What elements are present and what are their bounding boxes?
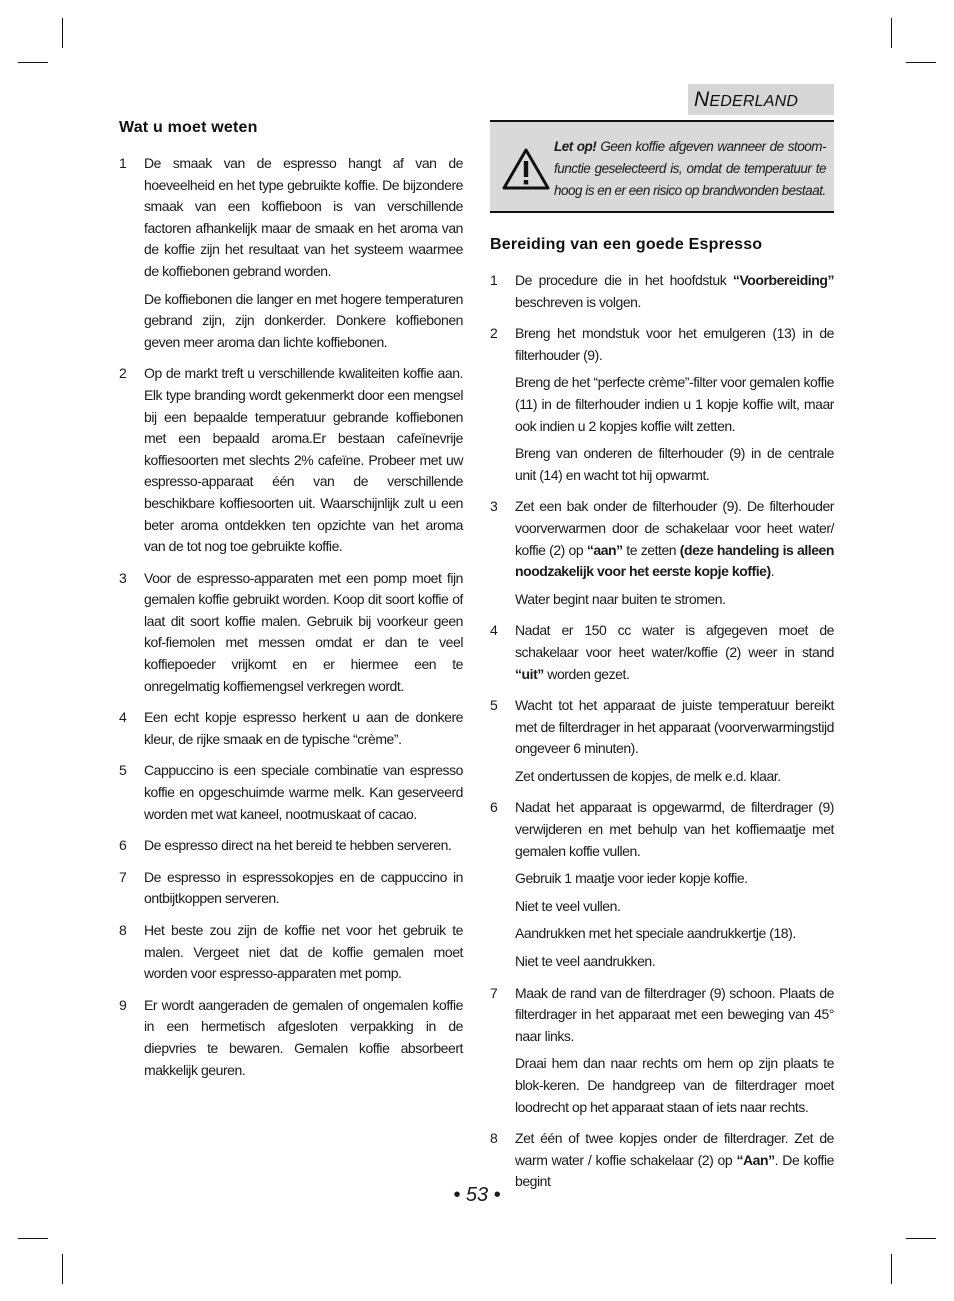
item-paragraph: Maak de rand van de filterdrager (9) schoon. Plaats de filterdrager in het apparaat met een beweging van 45° naar links. [515, 984, 834, 1044]
list-item [490, 496, 834, 610]
warning-lead: Let op! [554, 139, 597, 154]
item-paragraph: Zet ondertussen de kopjes, de melk e.d. klaar. [515, 767, 781, 784]
item-paragraph: Wacht tot het apparaat de juiste temperatuur bereikt met de filterdrager in het apparaat (voorverwarmingstijd ongeveer 6 minuten). [515, 697, 834, 757]
item-paragraph: Aandrukken met het speciale aandrukkertje (18). [515, 925, 796, 942]
item-paragraph: Het beste zou zijn de koffie net voor het gebruik te malen. Vergeet niet dat de koffie gemalen moet worden voor espresso-apparaten met pomp. [144, 922, 463, 982]
warning-triangle-icon [502, 148, 550, 190]
list-item [119, 363, 463, 557]
item-paragraph: Nadat er 150 cc water is afgegeven moet de schakelaar voor heet water/koffie (2) weer in stand “uit” worden gezet. [515, 622, 834, 682]
list-item [119, 920, 463, 985]
item-number: 4 [119, 709, 127, 726]
item-paragraph: Zet één of twee kopjes onder de filterdrager. Zet de warm water / koffie schakelaar (2) op “Aan”. De koffie begint [515, 1130, 834, 1190]
item-number: 7 [490, 984, 498, 1001]
item-number: 5 [490, 697, 498, 714]
language-initial: N [694, 88, 710, 111]
crop-mark [906, 1238, 936, 1239]
item-paragraph: Water begint naar buiten te stromen. [515, 590, 726, 607]
what-to-know-list [119, 153, 463, 1081]
crop-mark [891, 1254, 892, 1284]
language-rest: EDERLAND [709, 93, 799, 110]
list-item [119, 835, 463, 857]
list-item [119, 707, 463, 750]
item-paragraph: De smaak van de espresso hangt af van de hoeveelheid en het type gebruikte koffie. De bijzondere smaak van een koffieboon is van verschillende factoren afhankelijk maar de smaak en het aroma van de koffie zijn het resultaat van het systeem waarmee de koffiebonen gebrand worden. [144, 155, 463, 279]
item-number: 6 [490, 799, 498, 816]
list-item [119, 867, 463, 910]
item-paragraph: Breng de het “perfecte crème”-filter voor gemalen koffie (11) in de filterhouder indien u 1 kopje koffie wilt, maar ook indien u 2 kopjes koffie wilt zetten. [515, 374, 834, 434]
item-paragraph: Een echt kopje espresso herkent u aan de donkere kleur, de rijke smaak en de typische “crème”. [144, 709, 463, 747]
list-item [119, 568, 463, 698]
item-paragraph: Zet een bak onder de filterhouder (9). De filterhouder voorverwarmen door de schakelaar voor heet water/ koffie (2) op “aan” te zetten (deze handeling is alleen noodzakelijk voor het eerste kopje koffie). [515, 498, 834, 580]
crop-mark [906, 62, 936, 63]
item-paragraph: De espresso direct na het bereid te hebben serveren. [144, 837, 452, 854]
section-heading-espresso: Bereiding van een goede Espresso [490, 236, 763, 253]
section-heading-what-to-know: Wat u moet weten [119, 119, 258, 136]
item-paragraph: De koffiebonen die langer en met hogere temperaturen gebrand zijn, zijn donkerder. Donkere koffiebonen geven meer aroma dan lichte koffiebonen. [144, 290, 463, 350]
page-number: • 53 • [453, 1184, 501, 1206]
item-paragraph: De espresso in espressokopjes en de cappuccino in ontbijtkoppen serveren. [144, 868, 463, 907]
item-paragraph: Breng het mondstuk voor het emulgeren (13) in de filterhouder (9). [515, 325, 834, 363]
crop-mark [891, 18, 892, 48]
crop-mark [62, 18, 63, 48]
list-item [490, 270, 834, 313]
item-paragraph: Breng van onderen de filterhouder (9) in de centrale unit (14) en wacht tot hij opwarmt. [515, 445, 834, 483]
item-number: 6 [119, 837, 127, 854]
list-item [119, 153, 463, 353]
item-number: 9 [119, 996, 127, 1013]
item-paragraph: Gebruik 1 maatje voor ieder kopje koffie. [515, 870, 748, 887]
item-number: 8 [119, 922, 127, 938]
item-paragraph: Niet te veel aandrukken. [515, 953, 656, 970]
item-number: 1 [119, 155, 127, 171]
item-paragraph: Draai hem dan naar rechts om hem op zijn plaats te blok-keren. De handgreep van de filterdrager moet loodrecht op het apparaat staan of iets naar rechts. [515, 1055, 834, 1115]
list-item [490, 620, 834, 685]
item-paragraph: Niet te veel vullen. [515, 897, 621, 914]
right-column [490, 118, 834, 1203]
item-number: 2 [119, 365, 127, 382]
item-number: 7 [119, 868, 127, 885]
item-number: 8 [490, 1130, 498, 1147]
list-item [490, 695, 834, 787]
list-item [119, 995, 463, 1081]
item-paragraph: Nadat het apparaat is opgewarmd, de filterdrager (9) verwijderen en met behulp van het koffiemaatje met gemalen koffie vullen. [515, 799, 834, 859]
item-paragraph: Cappuccino is een speciale combinatie van espresso koffie en opgeschuimde warme melk. Kan geserveerd worden met wat kaneel, nootmuskaat of cacao. [144, 762, 463, 822]
espresso-steps-list [490, 270, 834, 1193]
warning-body: Geen koffie afgeven wanneer de stoom-functie geselecteerd is, omdat de temperatuur te hoog is en er een risico op brandwonden bestaat. [554, 139, 826, 198]
warning-text [554, 136, 826, 202]
item-paragraph: De procedure die in het hoofdstuk “Voorbereiding” beschreven is volgen. [515, 272, 834, 310]
language-tab [688, 84, 834, 115]
item-number: 3 [490, 498, 498, 515]
list-item [490, 323, 834, 486]
list-item [490, 797, 834, 972]
item-number: 5 [119, 762, 127, 779]
crop-mark [62, 1254, 63, 1284]
item-number: 3 [119, 569, 127, 586]
item-paragraph: Er wordt aangeraden de gemalen of ongemalen koffie in een hermetisch afgesloten verpakking in de diepvries te bewaren. Gemalen koffie absorbeert makkelijk geuren. [144, 996, 463, 1078]
item-paragraph: Voor de espresso-apparaten met een pomp moet fijn gemalen koffie gebruikt worden. Koop dit soort koffie of laat dit soort koffie malen. Gebruik bij voorkeur geen kof-fiemolen met messen omdat er dan te veel koffiepoeder vrijkomt en er hiermee een te onregelmatig koffiemengsel verkregen wordt. [144, 569, 463, 694]
crop-mark [18, 62, 48, 63]
item-number: 4 [490, 622, 498, 639]
item-number: 1 [490, 272, 498, 288]
crop-mark [18, 1238, 48, 1239]
list-item [119, 760, 463, 825]
item-paragraph: Op de markt treft u verschillende kwaliteiten koffie aan. Elk type branding wordt gekenmerkt door een mengsel bij een bepaalde temperatuur gebrande koffiebonen met een bepaald aroma.Er bestaan cafeïnevrije koffiesoorten met slechts 2% cafeïne. Probeer met uw espresso-apparaat één van de verschillende beschikbare koffiesoorten uit. Waarschijnlijk zult u een beter aroma ontdekken ten opzichte van het aroma van de tot nog toe gebruikte koffie. [144, 365, 463, 555]
left-column [119, 118, 463, 1091]
list-item [490, 983, 834, 1119]
item-number: 2 [490, 325, 498, 342]
warning-box [490, 120, 834, 213]
